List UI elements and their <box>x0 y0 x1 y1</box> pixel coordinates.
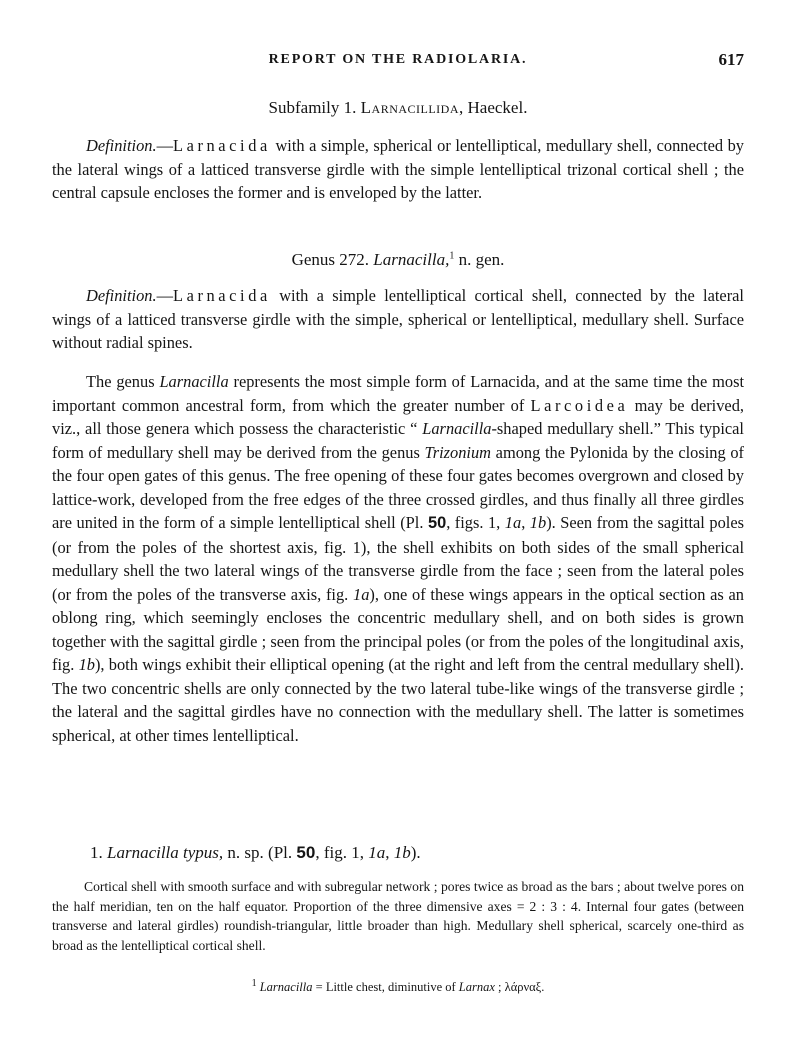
plate-ref: 50 <box>296 843 316 862</box>
species-text: , fig. 1, <box>315 843 369 862</box>
definition-group: Larnacida <box>172 286 271 305</box>
plate-ref: 50 <box>427 514 447 532</box>
genus-discussion <box>52 370 744 747</box>
definition-text: with a simple, spherical or lentelliptical, medullary shell, connected by the lateral wings of a latticed transverse girdle with the simple lentelliptical trizonal cortical shell ; the central capsule encloses the former and is enveloped by the latter. <box>52 136 744 202</box>
genus-suffix: n. gen. <box>454 250 505 269</box>
body-text: ). Seen from the sagittal poles (or from the poles of the shortest axis, fig. 1), the shell exhibits on both sides of the small spherical medullary shell the two lateral wings of the transverse girdle from the face ; seen from the lateral poles (or from the poles of the transverse axis, fig. <box>52 513 744 604</box>
subfamily-name: Larnacillida <box>360 98 460 117</box>
body-text: may be derived, viz., all those genera which possess the characteristic “ <box>52 395 744 438</box>
body-text: , <box>521 513 530 532</box>
body-text: -shaped medullary shell.” This typical form of medullary shell may be derived from the genus <box>52 419 744 462</box>
genus-ref: Trizonium <box>424 442 492 462</box>
page-number: 617 <box>718 50 744 69</box>
species-text: , <box>385 843 394 862</box>
body-text: ), both wings exhibit their elliptical opening (at the right and left from the central medullary shell). The two concentric shells are only connected by the two lateral tube-like wings of the transverse girdle ; the lateral and the sagittal girdles have no connection with the medullary shell. The latter is sometimes spherical, at other times lentelliptical. <box>52 655 744 745</box>
footnote <box>52 977 744 995</box>
group-ref: Larcoidea <box>530 395 629 415</box>
footnote-text: = Little chest, diminutive of <box>312 980 459 994</box>
running-title: REPORT ON THE RADIOLARIA. <box>268 52 528 67</box>
species-heading <box>90 843 744 863</box>
genus-definition <box>52 284 744 355</box>
footnote-term: Larnax <box>458 980 495 994</box>
footnote-text: ; λάρναξ. <box>494 980 545 994</box>
genus-ref: Larnacilla <box>159 372 229 391</box>
body-text: among the Pylonida by the closing of the four open gates of this genus. The free opening of these four gates becomes overgrown and closed by lattice-work, developed from the free edges of the three crossed girdles, and thus finally all three girdles are united in the form of a simple lentelliptical shell (Pl. <box>52 442 744 532</box>
species-text: n. sp. (Pl. <box>223 843 297 862</box>
figure-ref: 1b <box>393 843 411 862</box>
species-description: Cortical shell with smooth surface and with subregular network ; pores twice as broad as the bars ; about twelve pores on the half meridian, ten on the half equator. Proportion of the three dimensive axes = 2 : 3 : 4. Internal four gates (between transverse and lateral girdles) roundish-triangular, little broader than high. Medullary shell spherical, scarcely one-third as broad as the lentelliptical cortical shell. <box>52 879 744 953</box>
figure-ref: 1b <box>78 655 95 674</box>
running-header <box>52 52 744 76</box>
definition-dash: — <box>156 136 173 155</box>
definition-group: Larnacida <box>172 136 271 155</box>
body-text: represents the most simple form of Larnacida, and at the same time the most important common ancestral form, from which the greater number of <box>52 372 744 415</box>
footnote-term: Larnacilla <box>259 980 313 994</box>
definition-label: Definition. <box>86 136 157 155</box>
footnote-mark: 1 <box>251 977 257 989</box>
figure-ref: 1a <box>368 843 386 862</box>
species-number: 1. <box>90 843 103 862</box>
subfamily-prefix: Subfamily 1. <box>268 98 357 117</box>
species-name: Larnacilla typus, <box>107 843 224 862</box>
species-text: ). <box>410 843 421 862</box>
figure-ref: 1a <box>504 513 522 532</box>
body-text: ), one of these wings appears in the optical section as an oblong ring, which seemingly encloses the concentric medullary shell, and on both sides is grown together with the sagittal girdle ; seen from the principal poles (or from the poles of the longitudinal axis, fig. <box>52 584 744 674</box>
genus-name: Larnacilla, <box>373 250 450 269</box>
definition-dash: — <box>156 286 173 305</box>
figure-ref: 1a <box>353 584 370 604</box>
genus-ref: Larnacilla <box>422 419 492 438</box>
definition-text: with a simple lentelliptical cortical shell, connected by the lateral wings of a latticed transverse girdle with the simple, spherical or lentelliptical, medullary shell. Surface without radial spines. <box>52 286 744 352</box>
subfamily-heading <box>52 98 744 118</box>
figure-ref: 1b <box>529 513 547 532</box>
body-text: The genus <box>86 372 160 391</box>
subfamily-definition <box>52 134 744 205</box>
genus-heading <box>52 250 744 270</box>
subfamily-author: , Haeckel. <box>459 98 528 117</box>
definition-label: Definition. <box>86 286 157 305</box>
footnote-ref: 1 <box>449 250 455 262</box>
genus-prefix: Genus 272. <box>291 250 370 269</box>
body-text: , figs. 1, <box>446 513 505 532</box>
